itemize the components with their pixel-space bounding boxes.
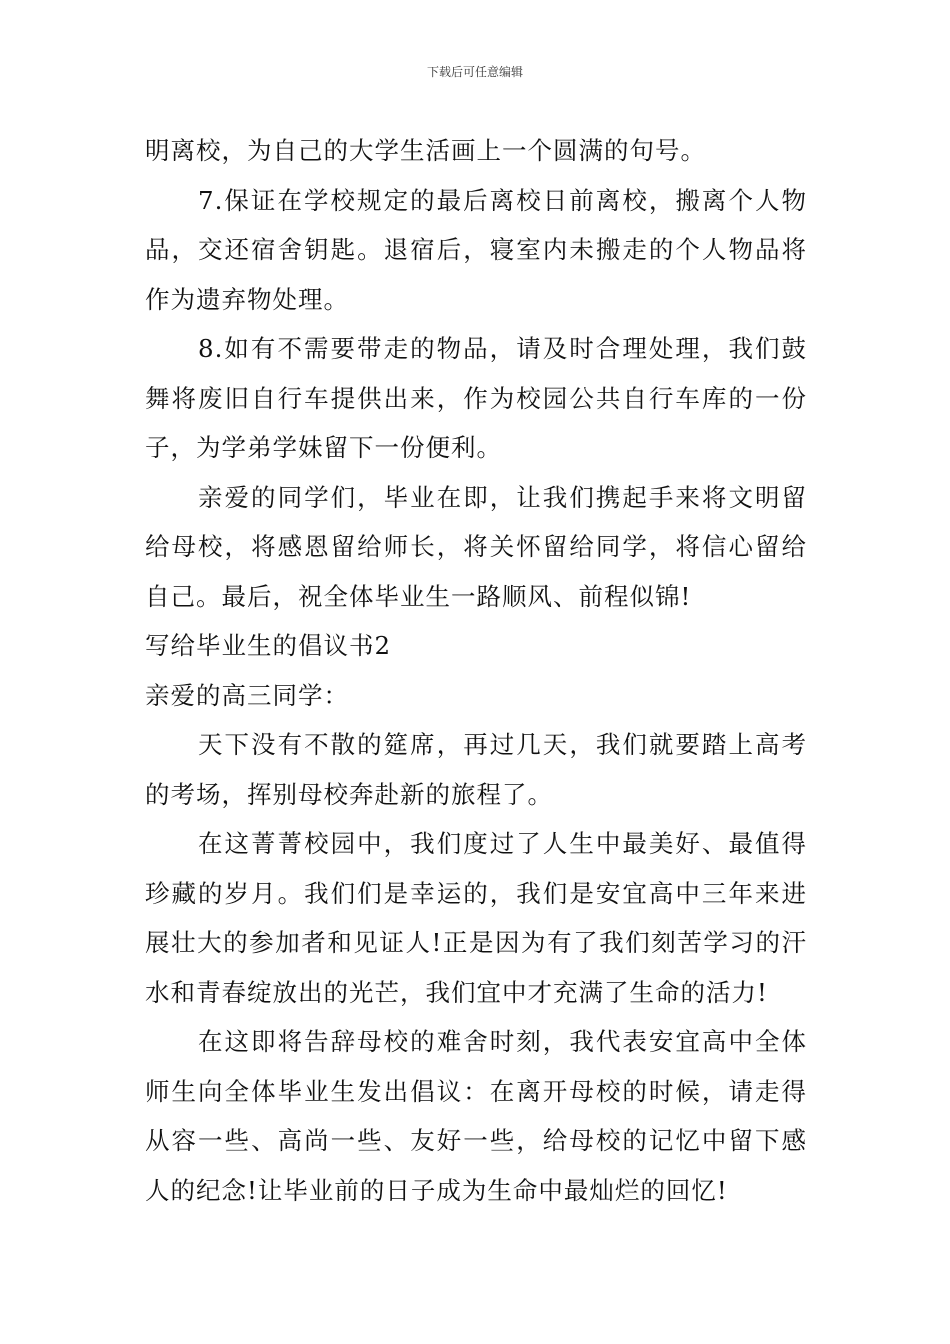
paragraph: 明离校，为自己的大学生活画上一个圆满的句号。	[145, 136, 706, 165]
paragraph: 天下没有不散的筵席，再过几天，我们就要踏上高考的考场，挥别母校奔赴新的旅程了。	[145, 730, 807, 809]
paragraph: 8.如有不需要带走的物品，请及时合理处理，我们鼓舞将废旧自行车提供出来，作为校园公共自行车库的一份子，为学弟学妹留下一份便利。	[145, 334, 807, 462]
page-header-note: 下载后可任意编辑	[426, 65, 523, 79]
section-title: 写给毕业生的倡议书2	[145, 631, 392, 660]
paragraph: 亲爱的同学们，毕业在即，让我们携起手来将文明留给母校，将感恩留给师长，将关怀留给同学，将信心留给自己。最后，祝全体毕业生一路顺风、前程似锦!	[145, 482, 807, 611]
document-body	[145, 126, 807, 1215]
salutation: 亲爱的高三同学：	[145, 680, 349, 710]
paragraph: 在这即将告辞母校的难舍时刻，我代表安宜高中全体师生向全体毕业生发出倡议：在离开母校的时候，请走得从容一些、高尚一些、友好一些，给母校的记忆中留下感人的纪念!让毕业前的日子成为生命中最灿烂的回忆!	[145, 1027, 807, 1205]
paragraph: 在这菁菁校园中，我们度过了人生中最美好、最值得珍藏的岁月。我们们是幸运的，我们是安宜高中三年来进展壮大的参加者和见证人!正是因为有了我们刻苦学习的汗水和青春绽放出的光芒，我们宜中才充满了生命的活力!	[145, 829, 807, 1007]
paragraph: 7.保证在学校规定的最后离校日前离校，搬离个人物品，交还宿舍钥匙。退宿后，寝室内未搬走的个人物品将作为遗弃物处理。	[145, 185, 807, 314]
